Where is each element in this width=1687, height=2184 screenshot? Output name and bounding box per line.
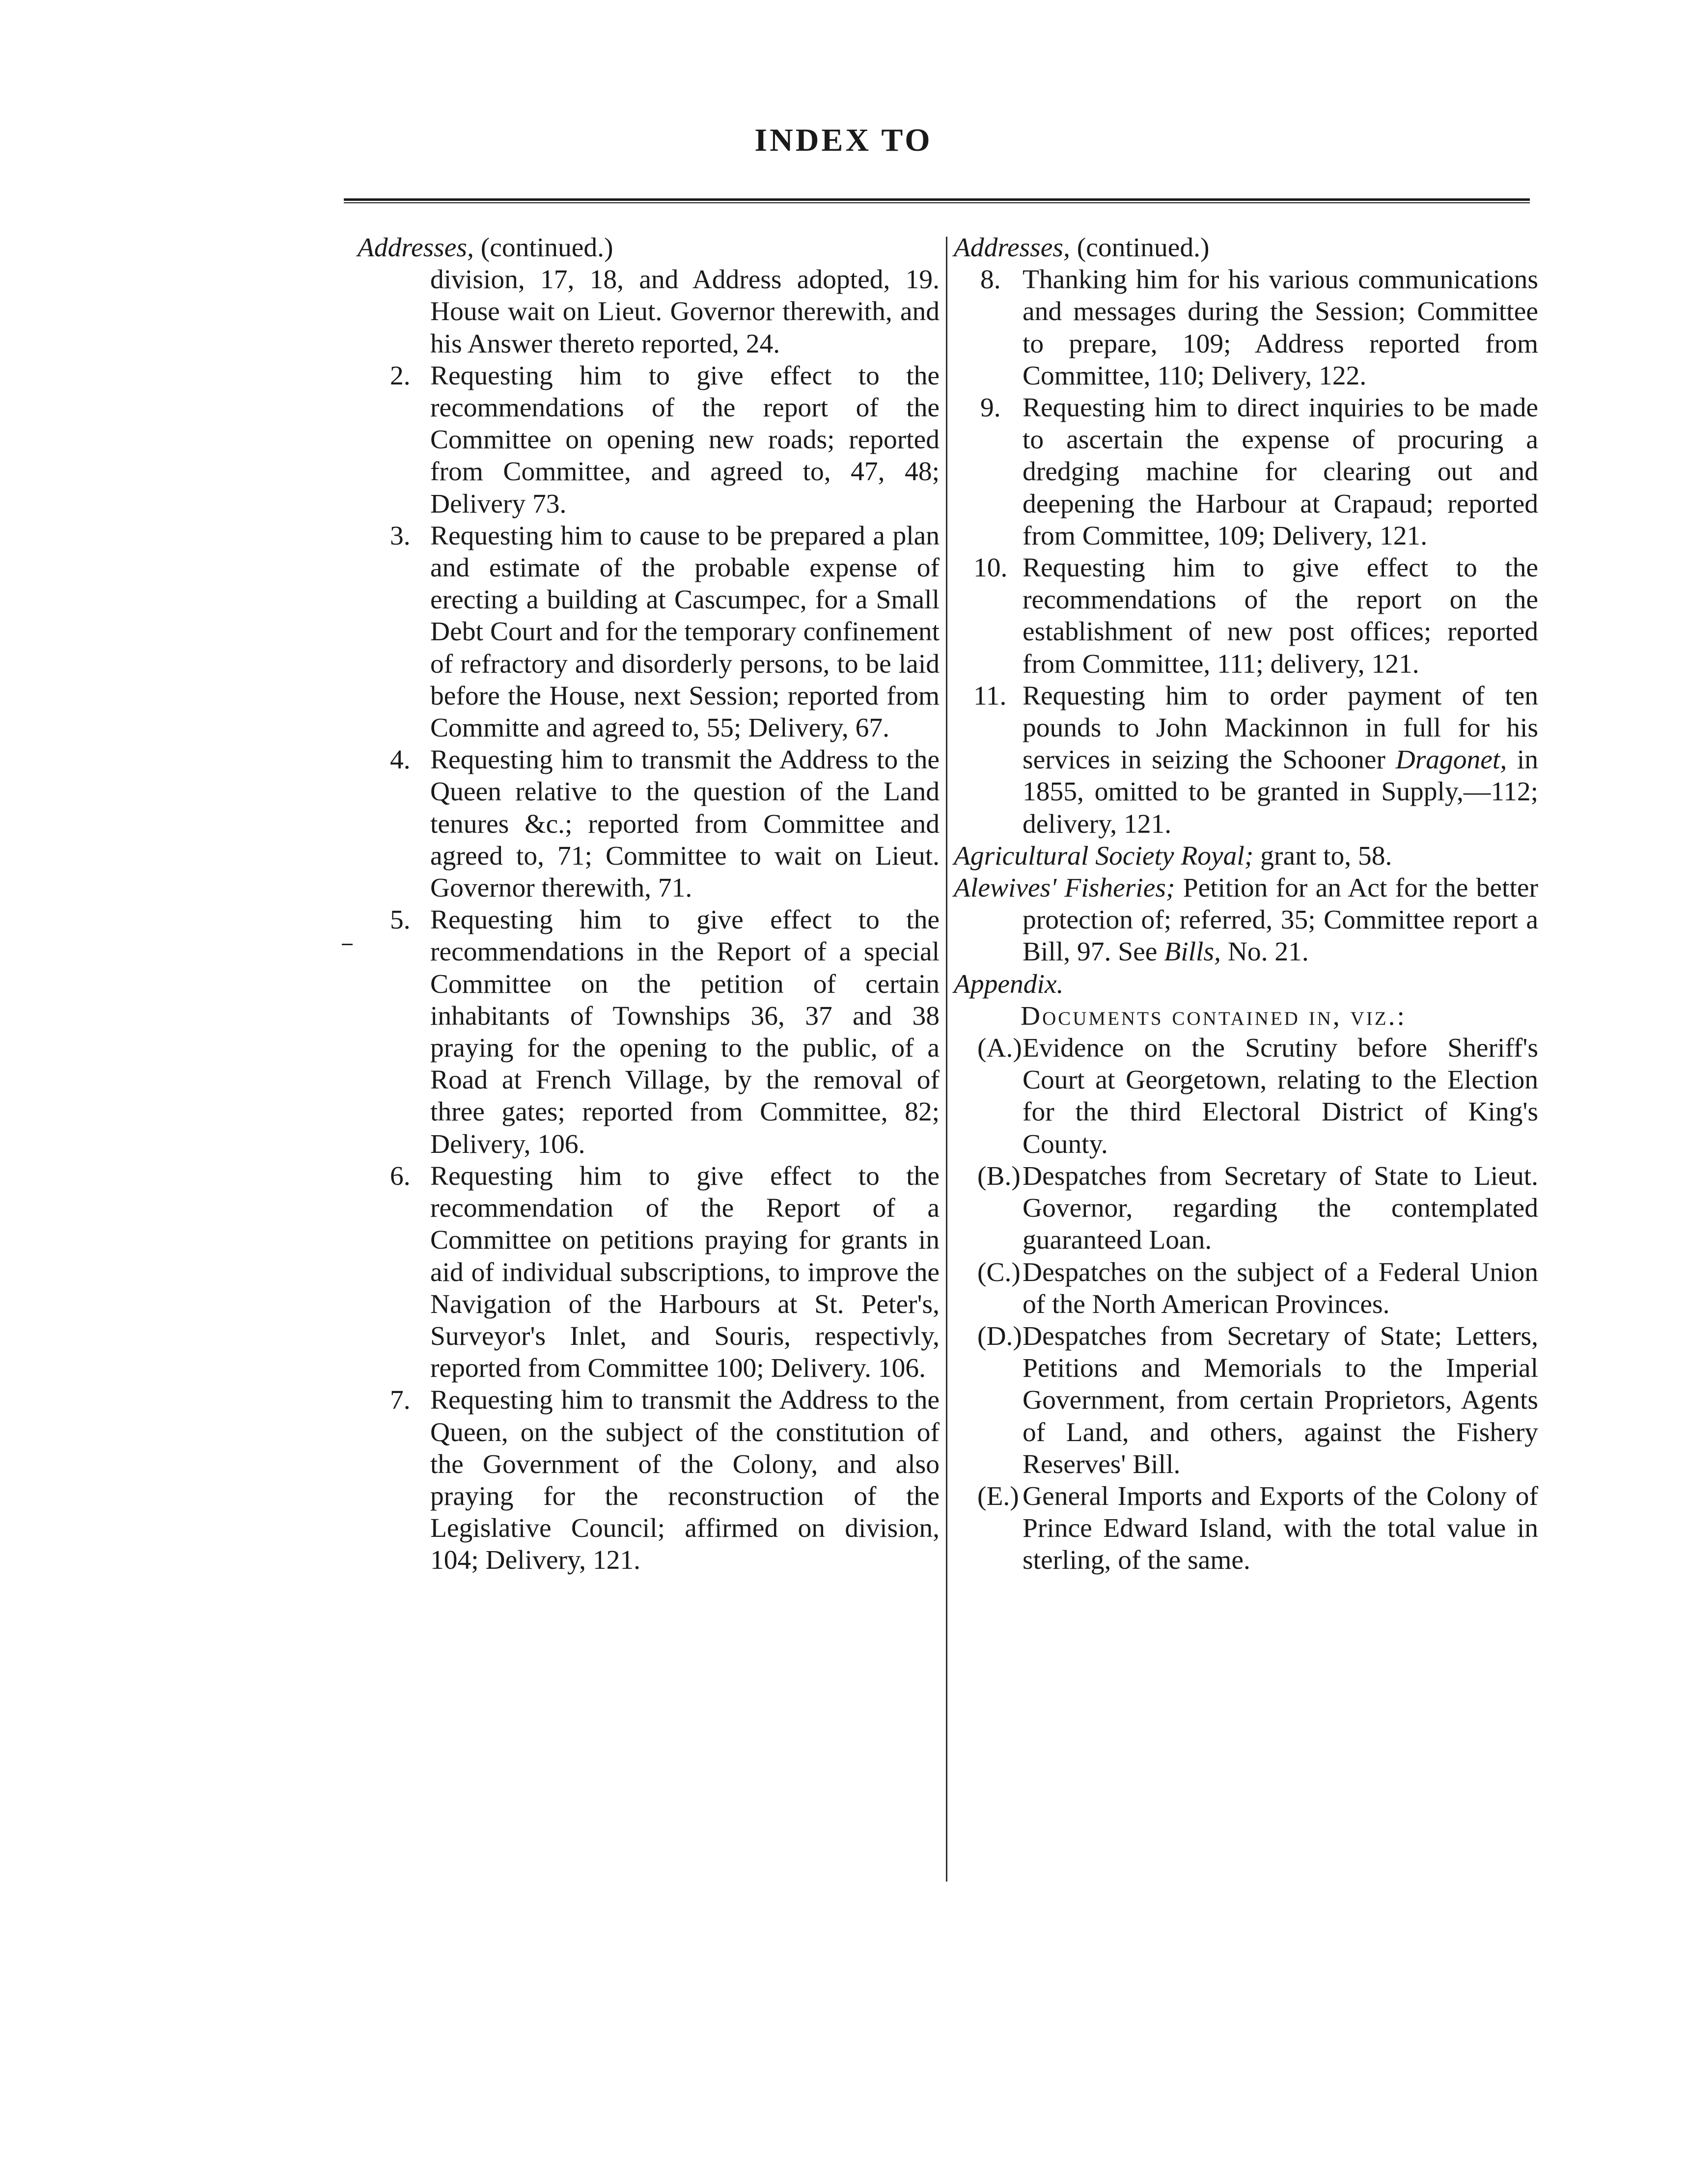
entry-number: 4. (390, 745, 411, 775)
document-text: Despatches from Secretary of State to Lieut. Governor, regarding the contemplated guaranteed Loan. (1023, 1161, 1538, 1256)
index-entry (954, 264, 1538, 392)
column-divider (946, 237, 947, 1882)
document-letter: (B.) (977, 1161, 1021, 1191)
entry-text: Requesting him to direct inquiries to be made to ascertain the expense of procuring a dredging machine for clearing out and deepening the Harbour at Crapaud; reported from Committee, 109; Delivery, 121. (1023, 393, 1538, 551)
document-text: Despatches from Secretary of State; Letters, Petitions and Memorials to the Imperial Government, from certain Proprietors, Agents of Land, and others, against the Fishery Reserves' Bill. (1023, 1321, 1538, 1479)
index-entry (358, 1384, 940, 1576)
entry-text-before: Petition for an Act for the better protection of; referred, 35; Committee report a Bill, 97. See (1023, 873, 1538, 967)
alewives-fisheries-entry (954, 872, 1538, 968)
entry-number: 6. (390, 1161, 411, 1191)
entry-number: 10. (973, 553, 1008, 583)
document-text: Despatches on the subject of a Federal Union of the North American Provinces. (1023, 1257, 1538, 1319)
appendix-heading (954, 968, 1538, 1000)
document-letter: (A.) (977, 1033, 1022, 1064)
entry-number: 11. (973, 681, 1007, 711)
document-text: Evidence on the Scrutiny before Sheriff's Court at Georgetown, relating to the Election for the third Electoral District of King's County. (1023, 1033, 1538, 1159)
right-column-heading (954, 232, 1538, 264)
entry-number: 2. (390, 360, 411, 391)
left-column-heading (358, 232, 940, 264)
entry-text: Requesting him to give effect to the recommendations of the report on the establishment of new post offices; reported from Committee, 111; delivery, 121. (1023, 553, 1538, 679)
appendix-document (954, 1032, 1538, 1160)
entry-text: grant to, 58. (1253, 841, 1392, 871)
index-entry (954, 552, 1538, 680)
heading-suffix: (continued.) (473, 233, 613, 263)
see-reference: Bills, (1164, 937, 1221, 967)
entry-text-after: No. 21. (1220, 937, 1309, 967)
appendix-document (954, 1256, 1538, 1320)
entry-text: Requesting him to transmit the Address to the Queen relative to the question of the Land tenures &c.; reported from Committee and agreed to, 71; Committee to wait on Lieut. Governor therewith, 71. (430, 745, 940, 903)
heading-italic: Addresses, (358, 233, 474, 263)
entry-text: Requesting him to give effect to the recommendations of the report of the Committee on opening new roads; reported from Committee, and agreed to, 47, 48; Delivery 73. (430, 360, 940, 519)
header-double-rule (344, 198, 1530, 203)
left-column (358, 232, 940, 1577)
entry-text: Requesting him to cause to be prepared a plan and estimate of the probable expense of erecting a building at Cascumpec, for a Small Debt Court and for the temporary confinement of refractory and disorderly persons, to be laid before the House, next Session; reported from Committe and agreed to, 55; Delivery, 67. (430, 520, 940, 743)
continuation-text: division, 17, 18, and Address adopted, 19. House wait on Lieut. Governor therewith, and his Answer thereto reported, 24. (430, 265, 940, 359)
heading-italic: Addresses, (954, 233, 1070, 263)
index-entry (358, 904, 940, 1160)
right-column (954, 232, 1538, 1577)
heading-suffix: (continued.) (1070, 233, 1210, 263)
agricultural-society-entry (954, 840, 1538, 872)
margin-mark (342, 944, 353, 945)
entry-number: 5. (390, 905, 411, 935)
document-letter: (D.) (977, 1321, 1022, 1351)
index-entry (358, 360, 940, 520)
appendix-document (954, 1320, 1538, 1480)
entry-text: Thanking him for his various communications and messages during the Session; Committee to prepare, 109; Address reported from Committee, 110; Delivery, 122. (1023, 265, 1538, 391)
index-entry (358, 520, 940, 744)
document-letter: (E.) (977, 1481, 1019, 1511)
index-entry (358, 1160, 940, 1384)
entry-number: 3. (390, 520, 411, 551)
documents-subheading: Documents contained in, viz.: (1021, 1001, 1407, 1031)
entry-text-after: in 1855, omitted to be granted in Supply,—112; delivery, 121. (1023, 745, 1539, 839)
entry-text-before: Requesting him to order payment of ten pounds to John Mackinnon in full for his services in seizing the Schooner (1023, 681, 1538, 775)
entry-text: Requesting him to give effect to the recommendation of the Report of a Committee on petitions praying for grants in aid of individual subscriptions, to improve the Navigation of the Harbours at St. Peter's, Surveyor's Inlet, and Souris, respectivly, reported from Committee 100; Delivery. 106. (430, 1161, 940, 1384)
entry-heading: Alewives' Fisheries; (954, 873, 1175, 903)
appendix-document (954, 1160, 1538, 1256)
index-entry (954, 680, 1538, 840)
entry-number: 9. (980, 393, 1001, 423)
page-title: INDEX TO (754, 122, 933, 158)
entry-text: Requesting him to give effect to the recommendations in the Report of a special Committee on the petition of certain inhabitants of Townships 36, 37 and 38 praying for the opening to the public, of a Road at French Village, by the removal of three gates; reported from Committee, 82; Delivery, 106. (430, 905, 940, 1159)
entry-text: Requesting him to transmit the Address to the Queen, on the subject of the constitution of the Government of the Colony, and also praying for the reconstruction of the Legislative Council; affirmed on division, 104; Delivery, 121. (430, 1385, 940, 1576)
entry-heading: Agricultural Society Royal; (954, 841, 1254, 871)
index-entry (954, 392, 1538, 552)
heading-italic: Appendix. (954, 969, 1064, 999)
index-entry (358, 744, 940, 904)
entry-number: 7. (390, 1385, 411, 1416)
appendix-document (954, 1480, 1538, 1577)
document-text: General Imports and Exports of the Colony of Prince Edward Island, with the total value in sterling, of the same. (1023, 1481, 1538, 1576)
document-letter: (C.) (977, 1257, 1021, 1287)
ship-name: Dragonet, (1395, 745, 1507, 775)
entry-number: 8. (980, 265, 1001, 295)
